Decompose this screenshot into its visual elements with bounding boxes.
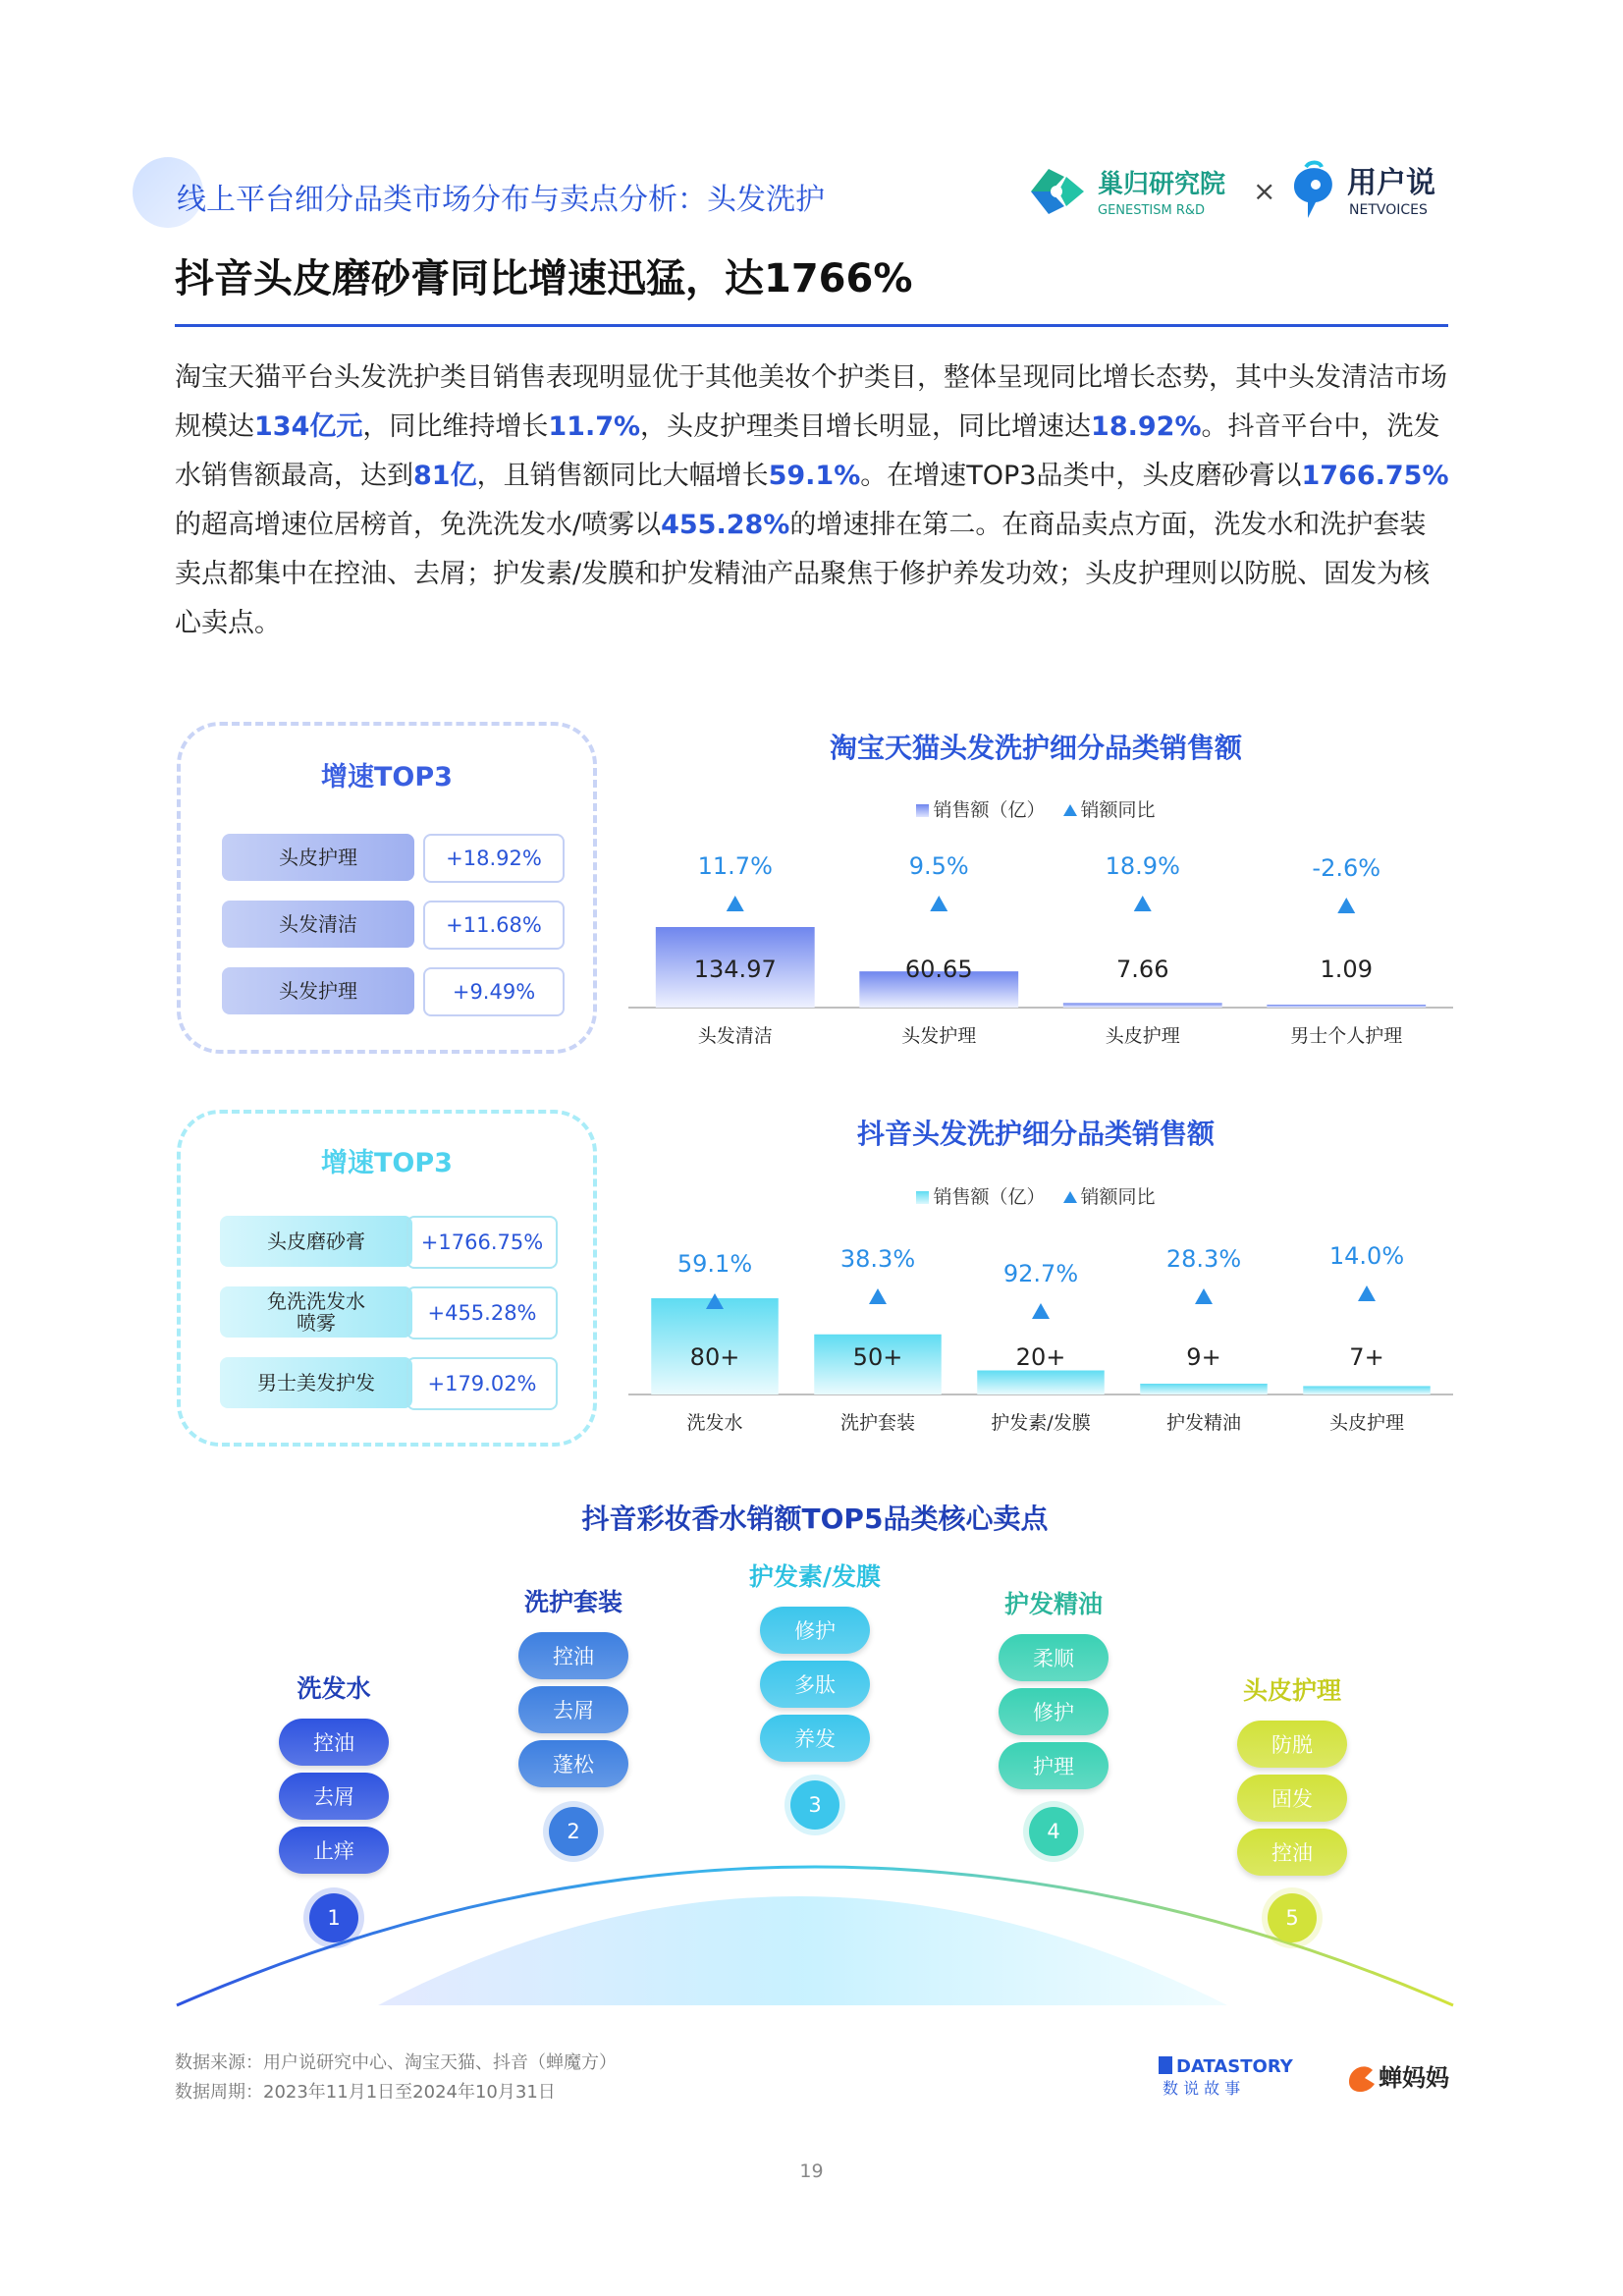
datastory-logo-en: DATASTORY xyxy=(1176,2056,1293,2077)
page-number: 19 xyxy=(799,2160,824,2182)
chanmama-logo xyxy=(1345,2054,1455,2100)
netvoices-logo-en: NETVOICES xyxy=(1349,202,1428,218)
top3-douyin-value: +179.02% xyxy=(406,1357,558,1410)
bar-mark xyxy=(977,1371,1104,1395)
top3-douyin-value: +1766.75% xyxy=(406,1216,558,1269)
bar-value-label: 50+ xyxy=(852,1343,903,1371)
intro-highlight-1: 134亿元 xyxy=(254,411,363,442)
netvoices-logo xyxy=(1286,157,1453,228)
main-title: 抖音头皮磨砂膏同比增速迅猛，达1766% xyxy=(175,256,913,301)
legend-triangle-icon xyxy=(1063,1191,1077,1203)
intro-text-4: 。抖音平台中，洗发水销售额最高，达到 xyxy=(175,411,1440,491)
top3-tmall-label: 头发清洁 xyxy=(222,901,414,948)
tmall-chart-legend xyxy=(633,795,1438,822)
selling-point-pill: 控油 xyxy=(279,1719,389,1766)
selling-point-pill: 多肽 xyxy=(760,1661,870,1708)
bar-mark xyxy=(1140,1384,1267,1394)
bar-mark xyxy=(1267,1005,1426,1008)
intro-highlight-6: 1766.75% xyxy=(1301,461,1449,491)
genestism-logo xyxy=(1021,157,1247,226)
datastory-logo-mark xyxy=(1159,2056,1172,2074)
category-tick-label: 护发素/发膜 xyxy=(991,1412,1091,1434)
intro-text-5: ，且销售额同比大幅增长 xyxy=(476,461,769,491)
growth-value-label: 14.0% xyxy=(1328,1242,1405,1270)
intro-highlight-2: 11.7% xyxy=(548,411,641,442)
selling-point-pill: 蓬松 xyxy=(518,1740,628,1787)
bar-value-label: 20+ xyxy=(1015,1343,1066,1371)
bar-mark xyxy=(1063,1003,1222,1008)
selling-point-rank-circle: 3 xyxy=(790,1780,839,1830)
legend-triangle-icon xyxy=(1063,804,1077,816)
selling-point-pill: 控油 xyxy=(1237,1829,1347,1876)
legend-bar-swatch xyxy=(916,804,929,817)
selling-point-pill: 修护 xyxy=(760,1607,870,1654)
selling-point-rank-circle: 4 xyxy=(1029,1807,1078,1856)
growth-triangle-marker xyxy=(1032,1303,1050,1319)
selling-point-category-label: 护发精油 xyxy=(1003,1590,1103,1618)
growth-value-label: 38.3% xyxy=(839,1245,916,1273)
bar-value-label: 134.97 xyxy=(693,956,777,983)
category-tick-label: 男士个人护理 xyxy=(1290,1025,1403,1047)
intro-text-2: ，同比维持增长 xyxy=(362,411,549,442)
growth-value-label: 18.9% xyxy=(1105,852,1180,880)
intro-highlight-7: 455.28% xyxy=(661,510,790,540)
bar-value-label: 7.66 xyxy=(1116,956,1169,983)
growth-triangle-marker xyxy=(1337,898,1355,913)
selling-point-pill: 控油 xyxy=(518,1632,628,1679)
growth-triangle-marker xyxy=(1358,1285,1376,1301)
legend-bar-label: 销售额（亿） xyxy=(933,1186,1046,1208)
arc-mound xyxy=(378,1896,1227,2005)
intro-text-6: 。在增速TOP3品类中，头皮磨砂膏以 xyxy=(860,461,1302,491)
category-tick-label: 头发清洁 xyxy=(697,1025,773,1047)
selling-point-category-label: 洗发水 xyxy=(297,1674,371,1703)
netvoices-logo-cn: 用户说 xyxy=(1347,166,1435,200)
intro-text-3: ，头皮护理类目增长明显，同比增速达 xyxy=(640,411,1092,442)
bar-value-label: 9+ xyxy=(1186,1343,1221,1371)
legend-bar-label: 销售额（亿） xyxy=(933,799,1046,821)
bar-value-label: 7+ xyxy=(1349,1343,1384,1371)
selling-point-pill: 固发 xyxy=(1237,1775,1347,1822)
genestism-logo-en: GENESTISM R&D xyxy=(1098,203,1206,218)
selling-point-pill: 柔顺 xyxy=(999,1634,1109,1681)
growth-value-label: 59.1% xyxy=(676,1250,753,1278)
selling-points-title: 抖音彩妆香水销额TOP5品类核心卖点 xyxy=(581,1503,1049,1535)
growth-triangle-marker xyxy=(727,896,744,911)
intro-highlight-4: 81亿 xyxy=(413,461,477,491)
genestism-logo-cn: 巢归研究院 xyxy=(1098,170,1226,199)
tmall-chart xyxy=(628,835,1453,1061)
selling-point-pill: 修护 xyxy=(999,1688,1109,1735)
legend-growth-label: 销额同比 xyxy=(1080,1186,1156,1208)
growth-value-label: -2.6% xyxy=(1312,854,1381,882)
title-divider xyxy=(175,324,1448,327)
data-source: 数据来源：用户说研究中心、淘宝天猫、抖音（蝉魔方） xyxy=(175,2052,617,2073)
datastory-logo xyxy=(1159,2050,1335,2100)
selling-point-category-label: 洗护套装 xyxy=(523,1588,622,1616)
top3-douyin-title: 增速TOP3 xyxy=(321,1148,453,1178)
growth-value-label: 11.7% xyxy=(697,852,773,880)
intro-paragraph xyxy=(175,354,1451,648)
growth-value-label: 9.5% xyxy=(908,852,969,880)
datastory-logo-cn: 数 说 故 事 xyxy=(1163,2079,1241,2098)
douyin-chart-legend xyxy=(628,1182,1443,1209)
douyin-chart xyxy=(628,1223,1453,1449)
footer-source xyxy=(175,2049,617,2107)
top3-douyin-label: 免洗洗发水 喷雾 xyxy=(220,1286,412,1338)
douyin-chart-title: 抖音头发洗护细分品类销售额 xyxy=(856,1118,1215,1150)
selling-point-pill: 去屑 xyxy=(518,1686,628,1733)
selling-point-category-label: 护发素/发膜 xyxy=(748,1562,882,1591)
netvoices-logo-mark xyxy=(1294,163,1332,219)
category-tick-label: 头皮护理 xyxy=(1105,1025,1180,1047)
top3-tmall-label: 头皮护理 xyxy=(222,834,414,881)
bar-value-label: 80+ xyxy=(689,1343,740,1371)
bar-mark xyxy=(1303,1386,1430,1394)
tmall-chart-title: 淘宝天猫头发洗护细分品类销售额 xyxy=(829,732,1242,764)
growth-triangle-marker xyxy=(1195,1288,1213,1304)
intro-text-1: 淘宝天猫平台头发洗护类目销售表现明显优于其他美妆个护类目，整体呈现同比增长态势，其中头发清洁市场规模达 xyxy=(175,362,1447,442)
genestism-logo-mark xyxy=(1031,169,1084,214)
legend-growth-label: 销额同比 xyxy=(1080,799,1156,821)
selling-point-rank-circle: 2 xyxy=(549,1807,598,1856)
growth-triangle-marker xyxy=(1134,896,1152,911)
top3-tmall-value: +9.49% xyxy=(423,967,565,1016)
top3-douyin-label: 头皮磨砂膏 xyxy=(220,1216,412,1267)
chanmama-logo-cn: 蝉妈妈 xyxy=(1379,2064,1449,2092)
growth-triangle-marker xyxy=(930,896,947,911)
top3-douyin-label: 男士美发护发 xyxy=(220,1357,412,1408)
top3-tmall-value: +11.68% xyxy=(423,901,565,950)
bar-value-label: 1.09 xyxy=(1320,956,1373,983)
category-tick-label: 头皮护理 xyxy=(1328,1412,1405,1434)
selling-point-pill: 防脱 xyxy=(1237,1721,1347,1768)
intro-highlight-5: 59.1% xyxy=(768,461,861,491)
intro-highlight-3: 18.92% xyxy=(1091,411,1202,442)
legend-bar-swatch xyxy=(916,1191,929,1204)
top3-tmall-value: +18.92% xyxy=(423,834,565,883)
category-tick-label: 洗发水 xyxy=(686,1412,743,1434)
top3-tmall-title: 增速TOP3 xyxy=(321,762,453,793)
growth-triangle-marker xyxy=(869,1288,887,1304)
section-title: 线上平台细分品类市场分布与卖点分析：头发洗护 xyxy=(177,183,825,217)
selling-point-rank-circle: 1 xyxy=(309,1893,358,1942)
top3-tmall-box xyxy=(177,722,597,1054)
intro-text-8: 的增速排在第二。在商品卖点方面，洗发水和洗护套装卖点都集中在控油、去屑；护发素/发膜和护发精油产品聚焦于修护养发功效；头皮护理则以防脱、固发为核心卖点。 xyxy=(175,510,1431,638)
data-period: 数据周期：2023年11月1日至2024年10月31日 xyxy=(175,2082,556,2103)
intro-text-7: 的超高增速位居榜首，免洗洗发水/喷雾以 xyxy=(175,510,662,540)
selling-point-pill: 去屑 xyxy=(279,1773,389,1820)
growth-value-label: 92.7% xyxy=(1002,1260,1079,1287)
selling-point-rank-circle: 5 xyxy=(1268,1893,1317,1942)
top3-douyin-box xyxy=(177,1110,597,1447)
chanmama-logo-mark xyxy=(1349,2066,1375,2092)
selling-point-pill: 养发 xyxy=(760,1715,870,1762)
growth-value-label: 28.3% xyxy=(1165,1245,1242,1273)
bar-value-label: 60.65 xyxy=(904,956,973,983)
top3-douyin-value: +455.28% xyxy=(406,1286,558,1339)
category-tick-label: 头发护理 xyxy=(901,1025,977,1047)
logo-times-sign: × xyxy=(1253,175,1276,207)
selling-point-pill: 护理 xyxy=(999,1742,1109,1789)
category-tick-label: 洗护套装 xyxy=(839,1412,916,1434)
top3-tmall-label: 头发护理 xyxy=(222,967,414,1014)
selling-point-category-label: 头皮护理 xyxy=(1242,1676,1341,1705)
category-tick-label: 护发精油 xyxy=(1165,1412,1242,1434)
selling-point-pill: 止痒 xyxy=(279,1827,389,1874)
